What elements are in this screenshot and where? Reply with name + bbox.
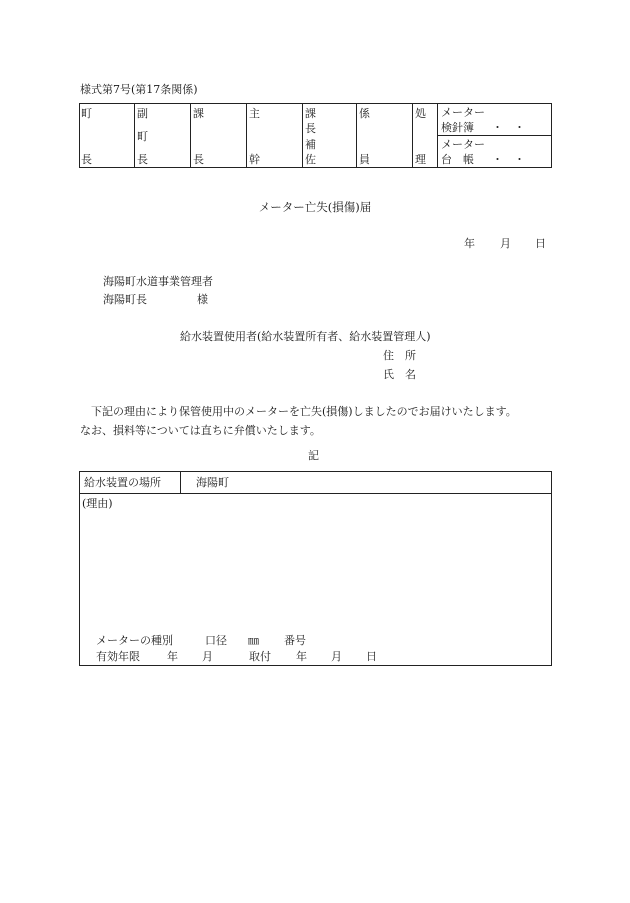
approval-divider — [246, 103, 247, 168]
approval-divider — [356, 103, 357, 168]
ledger-name: 台 帳 — [441, 153, 474, 166]
body-line2: なお、損料等については直ちに弁償いたします。 — [80, 424, 321, 437]
installed-month-label: 月 — [331, 650, 342, 663]
approval-label: 町 — [137, 130, 148, 143]
approval-label: 佐 — [305, 153, 316, 166]
approval-label: 長 — [193, 153, 204, 166]
expiry-year-label: 年 — [167, 650, 178, 663]
caliber-label: 口径 — [205, 634, 227, 647]
reason-label: (理由) — [82, 497, 113, 510]
addressee-honorific: 様 — [197, 293, 208, 306]
ledger-divider — [437, 135, 552, 136]
approval-label: 長 — [305, 122, 316, 135]
ledger-dots: ・ ・ — [492, 153, 525, 166]
approval-divider — [302, 103, 303, 168]
approval-label: 課 — [305, 107, 316, 120]
ledger-title: メーター — [441, 138, 485, 151]
approval-label: 町 — [81, 107, 92, 120]
details-divider — [180, 471, 181, 493]
approval-label: 長 — [137, 153, 148, 166]
date-year-label: 年 — [464, 237, 475, 250]
details-divider — [79, 493, 552, 494]
approval-label: 補 — [305, 138, 316, 151]
mm-label: ㎜ — [248, 634, 259, 647]
installed-day-label: 日 — [366, 650, 377, 663]
applicant-label: 給水装置使用者(給水装置所有者、給水装置管理人) — [180, 330, 431, 343]
name-label: 氏 名 — [383, 368, 416, 381]
approval-divider — [412, 103, 413, 168]
ledger-dots: ・ ・ — [492, 121, 525, 134]
addressee-line1: 海陽町水道事業管理者 — [103, 275, 213, 288]
approval-label: 主 — [249, 107, 260, 120]
date-month-label: 月 — [500, 237, 511, 250]
installed-label: 取付 — [249, 650, 271, 663]
ledger-title: メーター — [441, 106, 485, 119]
approval-label: 処 — [415, 107, 426, 120]
approval-divider — [190, 103, 191, 168]
ki-label: 記 — [308, 449, 319, 462]
page-title: メーター亡失(損傷)届 — [258, 200, 372, 214]
approval-label: 幹 — [249, 153, 260, 166]
body-line1: 下記の理由により保管使用中のメーターを亡失(損傷)しましたのでお届けいたします。 — [91, 405, 517, 418]
location-value: 海陽町 — [196, 476, 229, 489]
expiry-month-label: 月 — [202, 650, 213, 663]
form-number: 様式第7号(第17条関係) — [80, 83, 198, 96]
meter-type-label: メーターの種別 — [96, 634, 173, 647]
approval-label: 係 — [359, 107, 370, 120]
address-label: 住 所 — [383, 349, 416, 362]
approval-label: 員 — [359, 153, 370, 166]
approval-label: 理 — [415, 153, 426, 166]
ledger-name: 検針簿 — [441, 121, 474, 134]
approval-divider — [134, 103, 135, 168]
approval-label: 副 — [137, 107, 148, 120]
expiry-label: 有効年限 — [96, 650, 140, 663]
addressee-line2: 海陽町長 — [103, 293, 147, 306]
date-day-label: 日 — [535, 237, 546, 250]
installed-year-label: 年 — [296, 650, 307, 663]
location-label: 給水装置の場所 — [84, 476, 161, 489]
serial-label: 番号 — [284, 634, 306, 647]
approval-label: 長 — [81, 153, 92, 166]
approval-label: 課 — [193, 107, 204, 120]
